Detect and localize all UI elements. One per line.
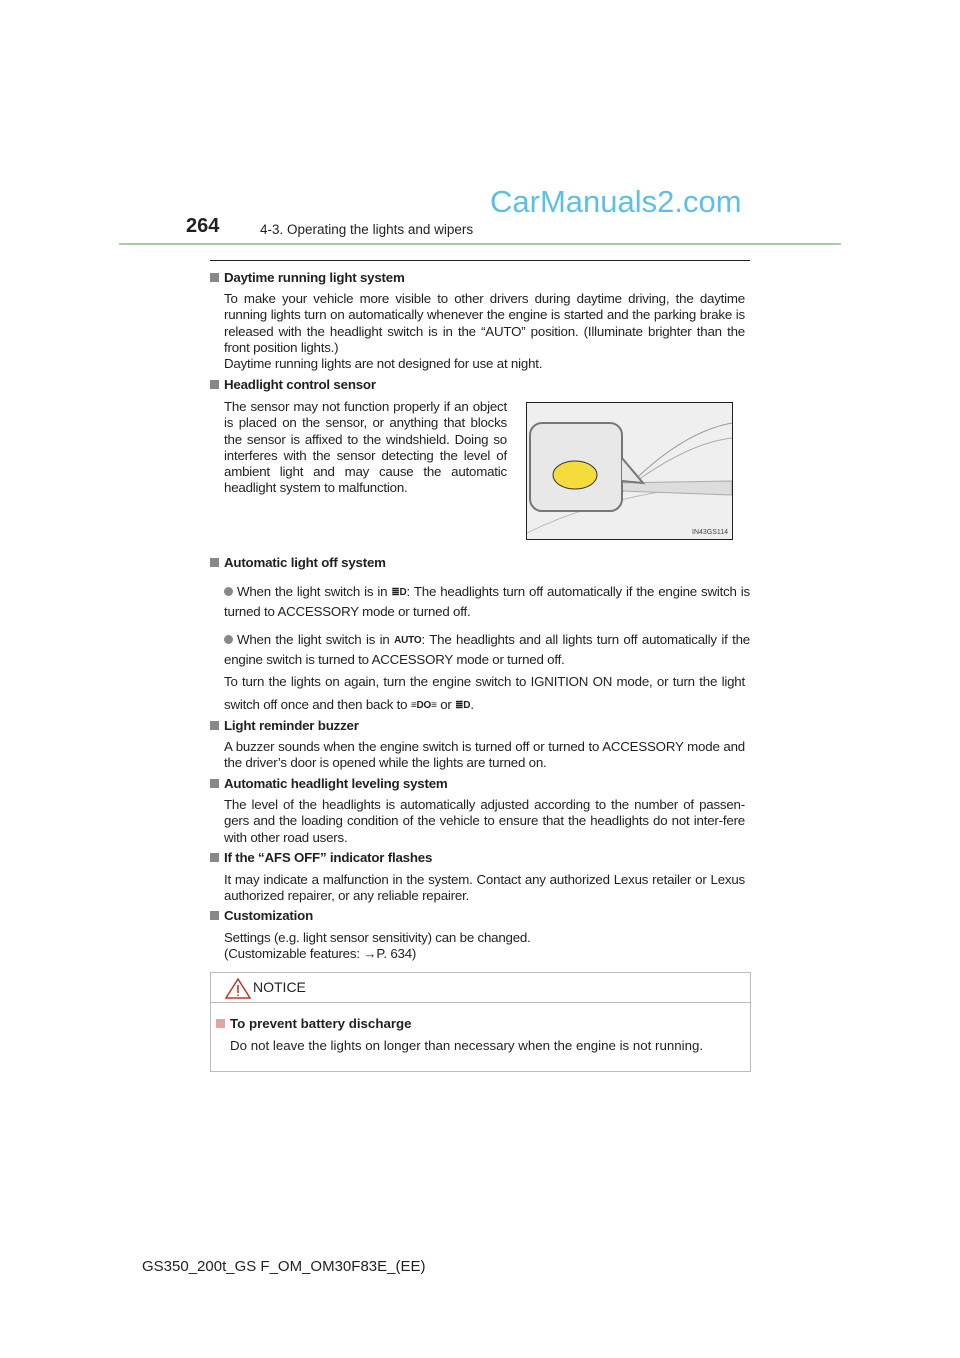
heading-customization: Customization: [210, 908, 313, 923]
body-auto-off: To turn the lights on again, turn the engine switch to IGNITION ON mode, or turn the light switch off once and then back to ≡DO≡ or ≣D.: [224, 670, 745, 717]
body-customization: Settings (e.g. light sensor sensitivity) can be changed. (Customizable features: →P. 634): [224, 930, 531, 962]
page-number: 264: [186, 215, 220, 237]
heading-leveling: Automatic headlight leveling system: [210, 776, 448, 791]
section-title: 4-3. Operating the lights and wipers: [260, 222, 474, 237]
notice-heading: To prevent battery discharge: [216, 1016, 412, 1031]
body-drl: To make your vehicle more visible to other drivers during daytime driving, the daytime running lights turn on automatically whenever the engine is started and the parking brake is released with the headlight switch is in the “AUTO” position. (Illuminate brighter than the front position lights.) Daytime running lights are not designed for use at night.: [224, 291, 745, 372]
body-sensor: The sensor may not function properly if an object is placed on the sensor, or anything that blocks the sensor is affixed to the windshield. Doing so interferes with the sensor detecting the level of ambient light and may cause the automatic headlight system to malfunction.: [224, 399, 507, 496]
notice-header: [211, 973, 750, 1003]
warning-icon: [225, 977, 251, 999]
heading-afs: If the “AFS OFF” indicator flashes: [210, 850, 432, 865]
content-divider: [210, 260, 750, 261]
headlight-icon: ≣D: [391, 587, 407, 598]
sensor-illustration: [526, 402, 733, 540]
heading-auto-off: Automatic light off system: [210, 555, 386, 570]
notice-title: NOTICE: [253, 979, 306, 995]
notice-body: Do not leave the lights on longer than necessary when the engine is not running.: [230, 1038, 704, 1053]
header-divider: [119, 243, 841, 245]
notice-box: [210, 972, 751, 1072]
figure-code: IN43GS114: [692, 529, 729, 536]
heading-sensor: Headlight control sensor: [210, 377, 376, 392]
watermark[interactable]: CarManuals2.com: [490, 184, 742, 219]
parking-light-icon: ≡DO≡: [410, 700, 437, 711]
footer-code: GS350_200t_GS F_OM_OM30F83E_(EE): [142, 1258, 426, 1275]
heading-drl: Daytime running light system: [210, 270, 405, 285]
body-leveling: The level of the headlights is automatically adjusted according to the number of passen-gers and the loading condition of the vehicle to ensure that the headlights do not inter-fere with other road users.: [224, 797, 745, 845]
auto-icon: AUTO: [394, 635, 422, 646]
heading-buzzer: Light reminder buzzer: [210, 718, 359, 733]
body-buzzer: A buzzer sounds when the engine switch is turned off or turned to ACCESSORY mode and the driver’s door is opened while the lights are turned on.: [224, 739, 745, 771]
body-afs: It may indicate a malfunction in the system. Contact any authorized Lexus retailer or Lexus authorized repairer, or any reliable repairer.: [224, 872, 745, 904]
bullet-auto-position: When the light switch is in AUTO: The headlights and all lights turn off automatically if the engine switch is turned to ACCESSORY mode or turned off.: [224, 632, 751, 667]
headlight-icon: ≣D: [455, 700, 471, 711]
bullet-headlight-position: When the light switch is in ≣D: The headlights turn off automatically if the engine switch is turned to ACCESSORY mode or turned off.: [224, 584, 750, 619]
